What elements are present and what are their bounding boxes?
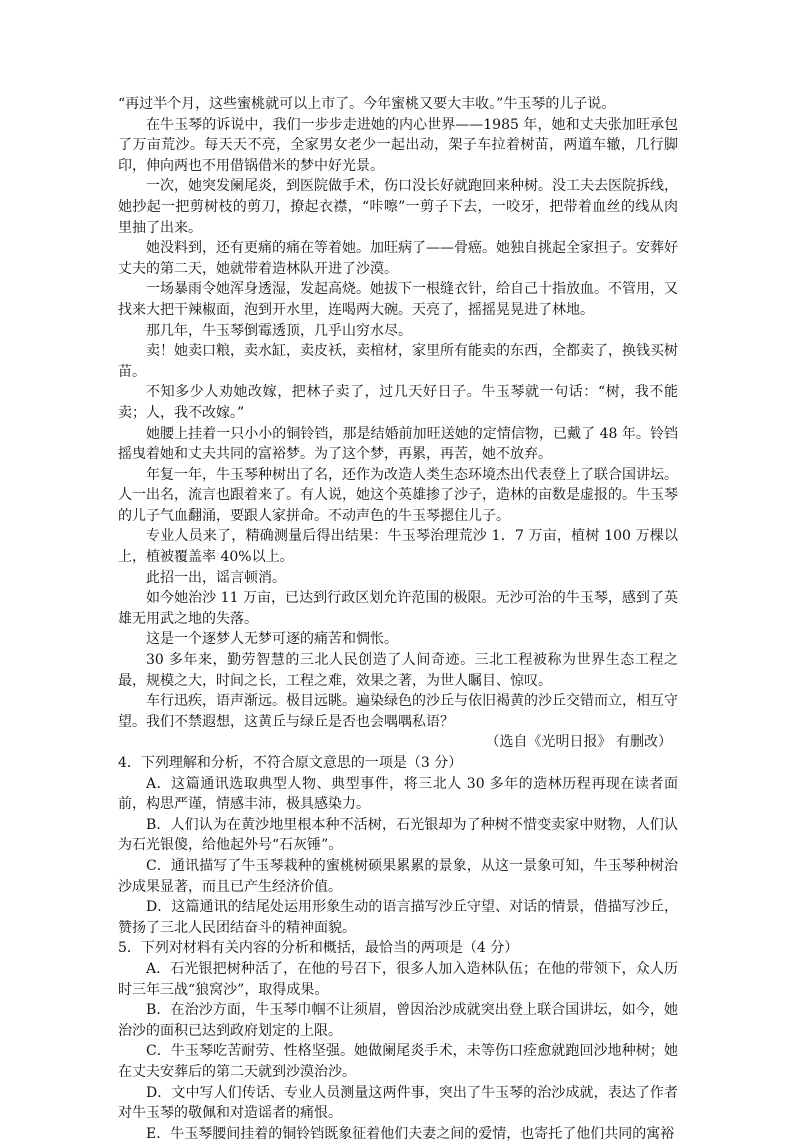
paragraph: 年复一年，牛玉琴种树出了名，还作为改造人类生态环境杰出代表登上了联合国讲坛。人一出名，流言也跟着来了。有人说，她这个英雄掺了沙子，造林的亩数是虚报的。牛玉琴的儿子气血翻涌，要跟人家拼命。不动声色的牛玉琴摁住儿子。	[118, 466, 678, 524]
option-a: A．这篇通讯选取典型人物、典型事件，将三北人 30 多年的造林历程再现在读者面前，构思严谨，情感丰沛，极具感染力。	[118, 775, 678, 813]
question-stem: 4．下列理解和分析，不符合原文意思的一项是（3 分）	[118, 755, 463, 771]
question-4	[118, 753, 678, 938]
paragraph: 不知多少人劝她改嫁，把林子卖了，过几天好日子。牛玉琴就一句话：“树，我不能卖；人，我不改嫁。”	[118, 384, 678, 421]
paragraph: 如今她治沙 11 万亩，已达到行政区划允许范围的极限。无沙可治的牛玉琴，感到了英雄无用武之地的失落。	[118, 590, 678, 627]
passage-line-opening: “再过半个月，这些蜜桃就可以上市了。今年蜜桃又要大丰收。”牛玉琴的儿子说。	[118, 96, 616, 112]
paragraph: 卖！她卖口粮，卖水缸，卖皮袄，卖棺材，家里所有能卖的东西，全都卖了，换钱买树苗。	[118, 343, 678, 380]
document-page	[118, 94, 678, 1144]
question-5	[118, 938, 678, 1144]
paragraph: 那几年，牛玉琴倒霉透顶，几乎山穷水尽。	[146, 322, 412, 339]
option-e: E．牛玉琴腰间挂着的铜铃铛既象征着他们夫妻之间的爱情，也寄托了他们共同的寓裕	[146, 1125, 675, 1142]
option-d: D．这篇通讯的结尾处运用形象生动的语言描写沙丘守望、对话的情景，借描写沙丘，赞扬了三北人民团结奋斗的精神面貌。	[118, 899, 678, 936]
passage	[118, 94, 678, 753]
source-citation: （选自《光明日报》 有删改）	[485, 734, 672, 751]
option-c: C．通讯描写了牛玉琴栽种的蜜桃树硕果累累的景象，从这一景象可知，牛玉琴种树治沙成果显著，而且已产生经济价值。	[118, 857, 678, 895]
paragraph: 一次，她突发阑尾炎，到医院做手术，伤口没长好就跑回来种树。没工夫去医院拆线，她抄起一把剪树枝的剪刀，撩起衣襟，“咔嚓”一剪子下去，一咬牙，把带着血丝的线从肉里抽了出来。	[118, 178, 678, 236]
option-b: B．人们认为在黄沙地里根本种不活树，石光银却为了种树不惜变卖家中财物，人们认为石光银傻，给他起外号“石灰锤”。	[118, 816, 678, 854]
paragraph: 专业人员来了，精确测量后得出结果：牛玉琴治理荒沙 1．7 万亩，植树 100 万棵以上，植被覆盖率 40%以上。	[118, 528, 678, 566]
option-b: B．在治沙方面，牛玉琴巾帼不让须眉，曾因治沙成就突出登上联合国讲坛，如今，她治沙的面积已达到政府划定的上限。	[118, 1002, 678, 1039]
paragraph: 30 多年来，勤劳智慧的三北人民创造了人间奇迹。三北工程被称为世界生态工程之最，规模之大，时间之长，工程之难，效果之著，为世人瞩目、惊叹。	[118, 652, 678, 689]
option-d: D．文中写人们传话、专业人员测量这两件事，突出了牛玉琴的治沙成就，表达了作者对牛玉琴的敬佩和对造谣者的痛恨。	[118, 1084, 678, 1122]
option-a: A．石光银把树种活了，在他的号召下，很多人加入造林队伍；在他的带领下，众人历时三年三战“狼窝沙”，取得成果。	[118, 960, 678, 998]
paragraph: 一场暴雨令她浑身透湿，发起高烧。她拔下一根缝衣针，给自己十指放血。不管用，又找来大把干辣椒面，泡到开水里，连喝两大碗。天亮了，摇摇晃晃进了林地。	[118, 281, 678, 318]
question-stem: 5．下列对材料有关内容的分析和概括，最恰当的两项是（4 分）	[118, 940, 519, 957]
paragraph: 此招一出，谣言顿消。	[146, 569, 286, 586]
option-c: C．牛玉琴吃苦耐劳、性格坚强。她做阑尾炎手术，未等伤口痊愈就跑回沙地种树；她在丈夫安葬后的第二天就到沙漠治沙。	[118, 1043, 678, 1080]
paragraph: 这是一个逐梦人无梦可逐的痛苦和惆怅。	[146, 631, 398, 648]
paragraph: 她腰上挂着一只小小的铜铃铛，那是结婚前加旺送她的定情信物，已戴了 48 年。铃铛摇曳着她和丈夫共同的富裕梦。为了这个梦，再累，再苦，她不放弃。	[118, 425, 678, 463]
paragraph: 在牛玉琴的诉说中，我们一步步走进她的内心世界——1985 年，她和丈夫张加旺承包了万亩荒沙。每天天不亮，全家男女老少一起出动，架子车拉着树苗，两道车辙，几行脚印，伸向两也不用借锅借米的梦中好光景。	[118, 116, 678, 174]
paragraph: 车行迅疾，语声渐远。极目远眺。遍染绿色的沙丘与依旧褐黄的沙丘交错而立，相互守望。我们不禁遐想，这黄丘与绿丘是否也会喁喁私语？	[118, 693, 678, 730]
paragraph: 她没料到，还有更痛的痛在等着她。加旺病了——骨癌。她独自挑起全家担子。安葬好丈夫的第二天，她就带着造林队开进了沙漠。	[118, 240, 678, 277]
